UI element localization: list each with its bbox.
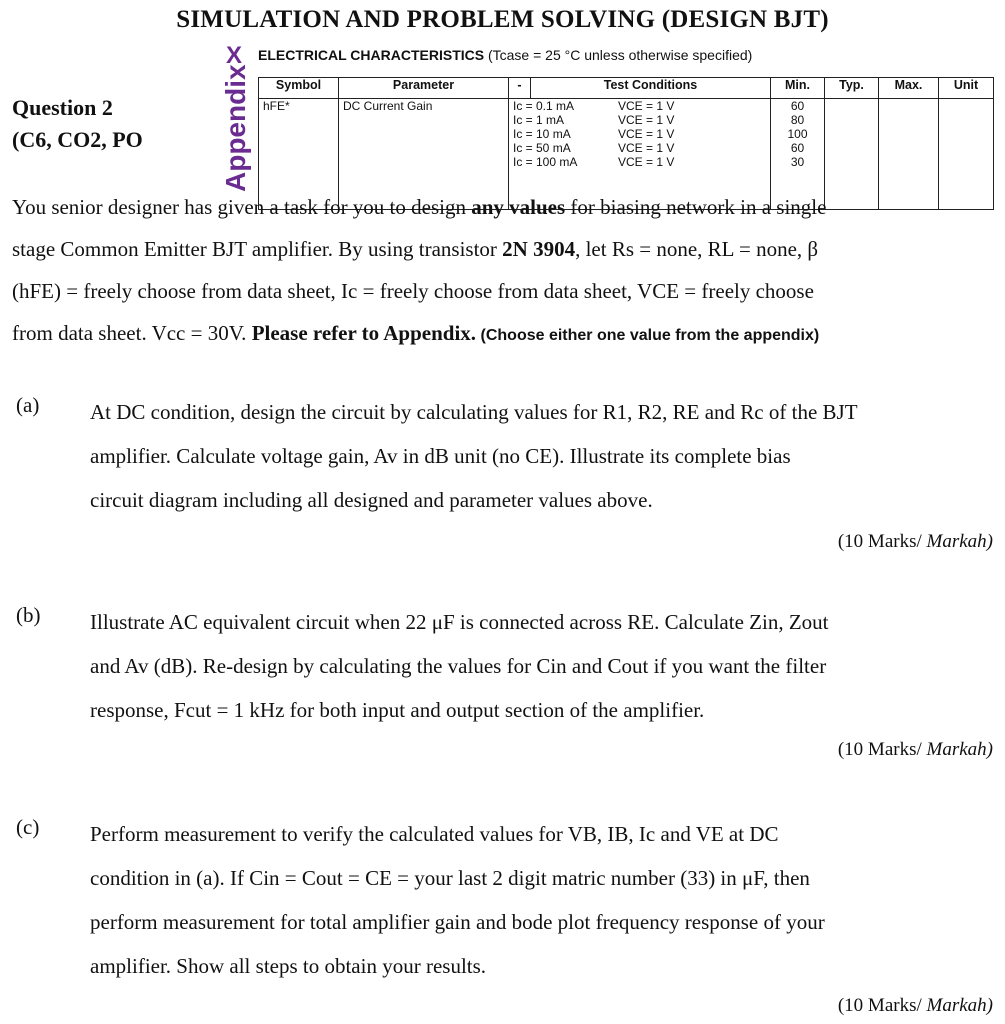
vce-value: VCE = 1 V: [618, 141, 675, 155]
characteristics-heading: [258, 47, 752, 63]
page-title: SIMULATION AND PROBLEM SOLVING (DESIGN BJT): [176, 6, 829, 33]
ic-value: Ic = 50 mA: [513, 141, 571, 155]
vce-value: VCE = 1 V: [618, 99, 675, 113]
min-value: 30: [790, 155, 805, 169]
col-header: Typ.: [825, 78, 879, 99]
characteristics-condition: (Tcase = 25 °C unless otherwise specified): [487, 47, 753, 63]
ic-value: Ic = 100 mA: [513, 155, 578, 169]
question-number: Question 2: [12, 95, 113, 120]
question-outcomes: (C6, CO2, PO: [12, 127, 143, 152]
col-header: Symbol: [259, 78, 339, 99]
characteristics-title: ELECTRICAL CHARACTERISTICS: [258, 47, 485, 63]
vce-value: VCE = 1 V: [618, 127, 675, 141]
min-value: 100: [787, 127, 808, 141]
vce-value: VCE = 1 V: [618, 155, 675, 169]
part-a-text: At DC condition, design the circuit by calculating values for R1, R2, RE and Rc of the BJT amplifier. Calculate voltage gain, Av in dB unit (no CE). Illustrate its complete bias circuit diagram including all designed and parameter values above.: [90, 400, 858, 512]
intro-line: You senior designer has given a task for you to design any values for biasing network in a single: [12, 195, 827, 219]
part-b-marks: (10 Marks/ Markah): [837, 739, 993, 760]
intro-line: from data sheet. Vcc = 30V. Please refer to Appendix. (Choose either one value from the appendix): [12, 321, 820, 345]
min-value: 80: [790, 113, 805, 127]
ic-value: Ic = 10 mA: [513, 127, 571, 141]
intro-paragraph: [12, 186, 994, 357]
ic-value: Ic = 0.1 mA: [513, 99, 575, 113]
col-header: Max.: [879, 78, 939, 99]
part-c-text: Perform measurement to verify the calculated values for VB, IB, Ic and VE at DC condition in (a). If Cin = Cout = CE = your last 2 digit matric number (33) in μF, then perform measurement for total amplifier gain and bode plot frequency response of your amplifier. Show all steps to obtain your results.: [90, 822, 825, 978]
min-value: 60: [790, 141, 805, 155]
appendix-label: Appendix: [220, 64, 251, 192]
col-header: Parameter: [339, 78, 509, 99]
part-c-marks: (10 Marks/ Markah): [837, 995, 993, 1016]
col-header: Test Conditions: [531, 78, 771, 99]
appendix-x-mark: X: [226, 42, 243, 69]
col-header: Unit: [939, 78, 994, 99]
vce-value: VCE = 1 V: [618, 113, 675, 127]
part-a-label: (a): [16, 393, 40, 417]
intro-line: (hFE) = freely choose from data sheet, Ic = freely choose from data sheet, VCE = freely choose: [12, 279, 814, 303]
intro-line: stage Common Emitter BJT amplifier. By using transistor 2N 3904, let Rs = none, RL = none, β: [12, 237, 819, 261]
col-header: Min.: [771, 78, 825, 99]
col-header: -: [509, 78, 531, 99]
part-b-text: Illustrate AC equivalent circuit when 22 μF is connected across RE. Calculate Zin, Zout and Av (dB). Re-design by calculating the values for Cin and Cout if you want the filter response, Fcut = 1 kHz for both input and output section of the amplifier.: [90, 610, 829, 722]
part-c-label: (c): [16, 815, 40, 839]
min-value: 60: [790, 99, 805, 113]
parameter-cell: DC Current Gain: [339, 99, 509, 210]
symbol-cell: hFE*: [259, 99, 339, 210]
part-b-label: (b): [16, 603, 41, 627]
ic-value: Ic = 1 mA: [513, 113, 565, 127]
table-header-row: [259, 78, 994, 99]
part-a-marks: (10 Marks/ Markah): [837, 531, 993, 552]
